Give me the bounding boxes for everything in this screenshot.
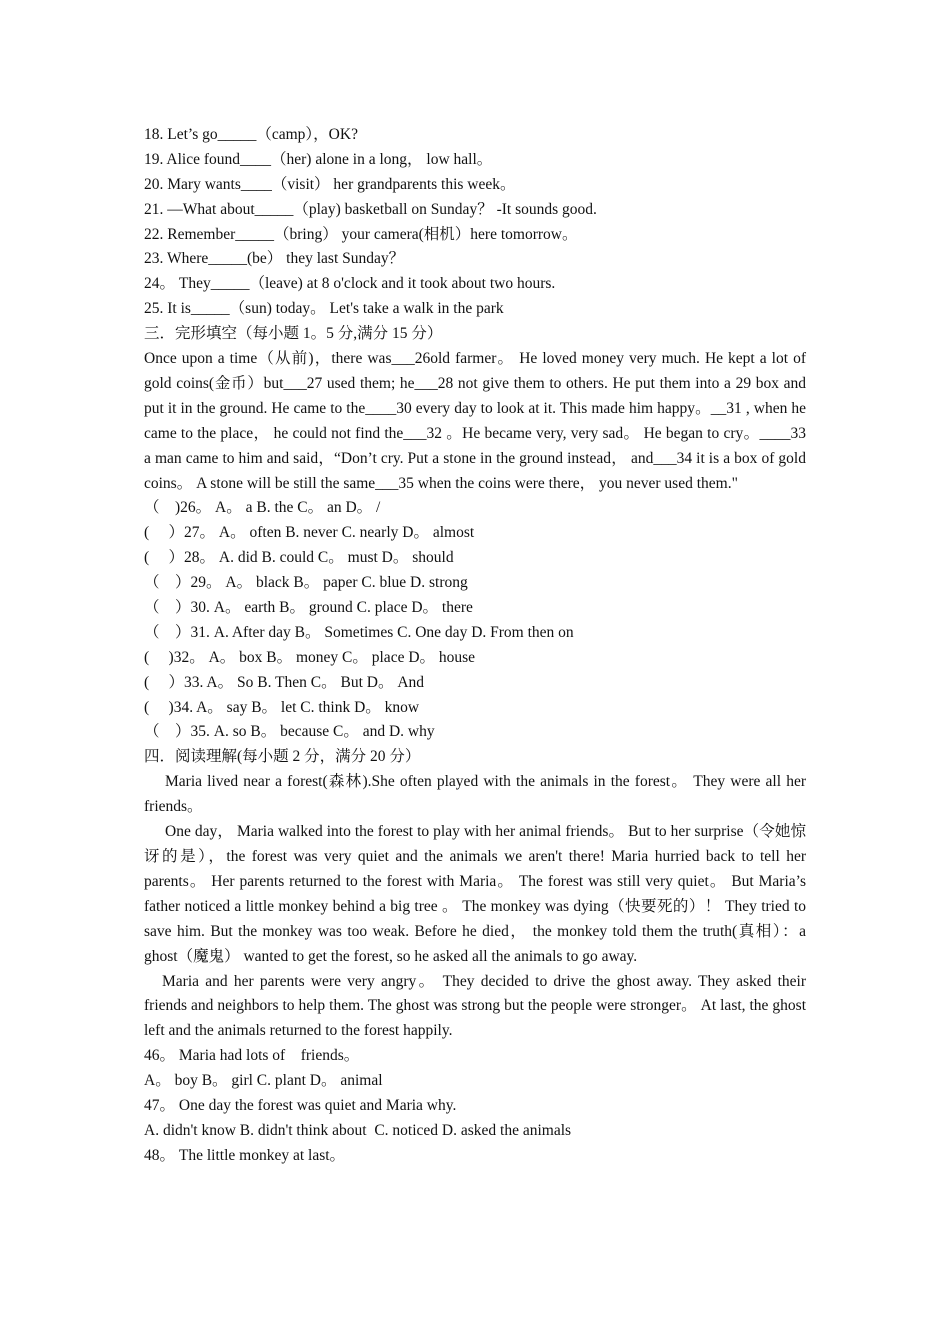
cloze-option-30: （ ）30. A。 earth B。 ground C. place D。 there bbox=[144, 599, 473, 617]
question-25: 25. It is_____（sun) today。 Let's take a walk in the park bbox=[144, 300, 504, 318]
reading-section bbox=[144, 745, 806, 1168]
cloze-option-29: （ ）29。 A。 black B。 paper C. blue D. strong bbox=[144, 574, 468, 592]
question-20: 20. Mary wants____（visit） her grandparents this week。 bbox=[144, 175, 516, 193]
question-22: 22. Remember_____（bring） your camera(相机）here tomorrow。 bbox=[144, 225, 578, 243]
cloze-option-35: （ ）35. A. so B。 because C。 and D. why bbox=[144, 723, 435, 741]
cloze-option-27: ( ）27。 A。 often B. never C. nearly D。 almost bbox=[144, 524, 475, 542]
fill-in-section bbox=[144, 123, 806, 322]
reading-paragraph-3: Maria and her parents were very angry。 They decided to drive the ghost away. They asked their friends and neighbors to help them. The ghost was strong but the people were stronger。 At last, the ghost left and the animals returned to the forest happily. bbox=[144, 972, 806, 1040]
cloze-heading: 三．完形填空（每小题 1。5 分,满分 15 分） bbox=[144, 325, 443, 343]
cloze-section bbox=[144, 322, 806, 745]
cloze-option-28: ( ）28。 A. did B. could C。 must D。 should bbox=[144, 549, 454, 567]
question-19: 19. Alice found____（her) alone in a long， low hall。 bbox=[144, 150, 493, 168]
question-48: 48。 The little monkey at last。 bbox=[144, 1146, 346, 1164]
cloze-option-26: （ )26。 A。 a B. the C。 an D。 / bbox=[144, 499, 381, 517]
question-47-options: A. didn't know B. didn't think about C. noticed D. asked the animals bbox=[144, 1121, 572, 1139]
cloze-option-32: ( )32。 A。 box B。 money C。 place D。 house bbox=[144, 648, 476, 666]
reading-paragraph-2: One day， Maria walked into the forest to play with her animal friends。 But to her surprise（令她惊讶的是），the forest was very quiet and the animals we aren't there! Maria hurried back to tell her parents。 Her parents returned to the forest with Maria。 The forest was still very quiet。 But Maria’s father noticed a little monkey behind a big tree 。 The monkey was dying（快要死的）！ They tried to save him. But the monkey was too weak. Before he died， the monkey told them the truth(真相）：a ghost（魔鬼） wanted to get the forest, so he asked all the animals to go away. bbox=[144, 823, 806, 965]
cloze-option-33: ( ）33. A。 So B. Then C。 But D。 And bbox=[144, 673, 425, 691]
question-21: 21. —What about_____（play) basketball on Sunday？ -It sounds good. bbox=[144, 200, 597, 218]
cloze-option-34: ( )34. A。 say B。 let C. think D。 know bbox=[144, 698, 420, 716]
question-47: 47。 One day the forest was quiet and Maria why. bbox=[144, 1097, 457, 1114]
cloze-passage: Once upon a time（从前)，there was___26old farmer。 He loved money very much. He kept a lot of gold coins(金币）but___27 used them; he___28 not give them to others. He put them into a 29 box and put it in the ground. He came to the____30 every day to look at it. This made him happy。__31 , when he came to the place， he could not find the___32 。He became very, very sad。 He began to cry。____33 a man came to him and said，“Don’t cry. Put a stone in the ground instead， and___34 it is a box of gold coins。 A stone will be still the same___35 when the coins were there， you never used them." bbox=[144, 350, 806, 492]
question-46-options: A。 boy B。 girl C. plant D。 animal bbox=[144, 1072, 383, 1090]
question-24: 24。 They_____（leave) at 8 o'clock and it took about two hours. bbox=[144, 275, 556, 293]
worksheet-page bbox=[144, 123, 806, 1169]
question-23: 23. Where_____(be） they last Sunday？ bbox=[144, 250, 405, 268]
question-46: 46。 Maria had lots of friends。 bbox=[144, 1047, 360, 1065]
reading-heading: 四．阅读理解(每小题 2 分，满分 20 分） bbox=[144, 748, 421, 766]
reading-paragraph-1: Maria lived near a forest(森林).She often played with the animals in the forest。 They were all her friends。 bbox=[144, 773, 806, 816]
cloze-option-31: （ ）31. A. After day B。 Sometimes C. One day D. From then on bbox=[144, 623, 574, 641]
question-18: 18. Let’s go_____（camp），OK? bbox=[144, 126, 358, 143]
